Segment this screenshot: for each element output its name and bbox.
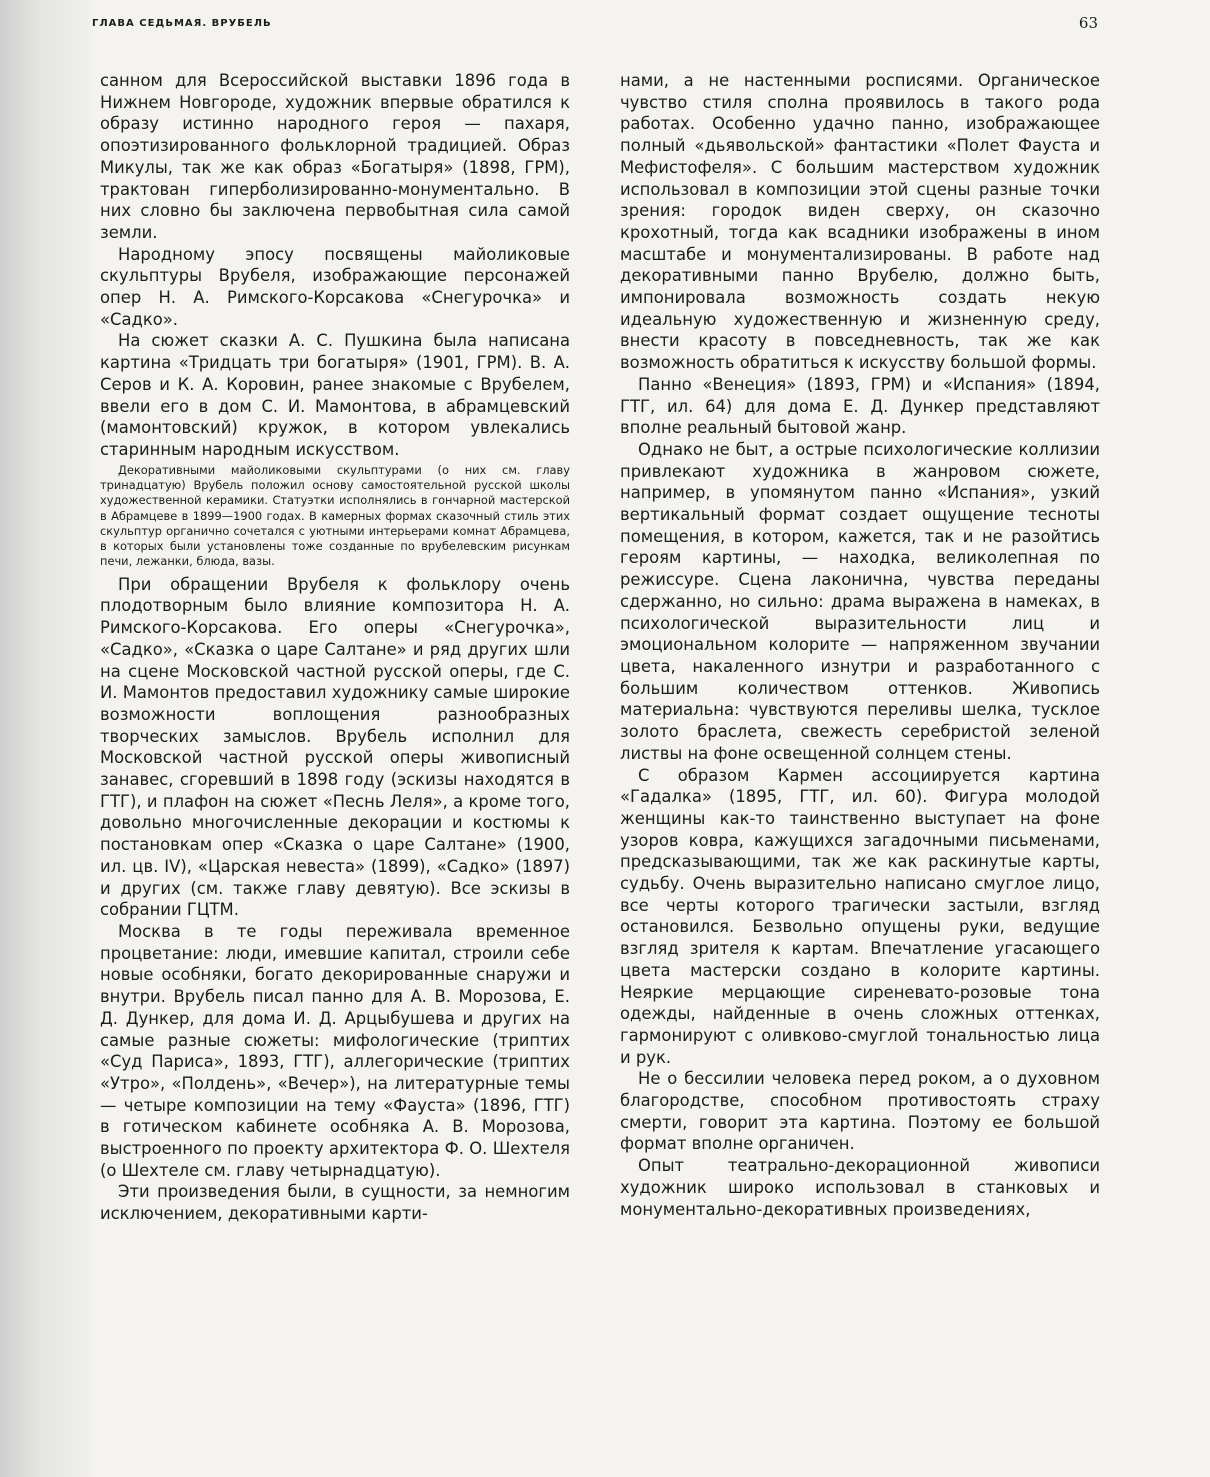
left-column: [100, 70, 570, 1225]
paragraph: Эти произведения были, в сущности, за немногим исключением, декоративными карти-: [100, 1182, 570, 1224]
running-title: ГЛАВА СЕДЬМАЯ. ВРУБЕЛЬ: [92, 18, 272, 29]
right-column: [620, 70, 1100, 1220]
paragraph: Москва в те годы переживала временное процветание: люди, имевшие капитал, строили себе новые особняки, богато декорированные снаружи и внутри. Врубель писал панно для А. В. Морозова, Е. Д. Дункер, для дома И. Д. Арцыбушева и других на самые разные сюжеты: мифологические (триптих «Суд Париса», 1893, ГТГ), аллегорические (триптих «Утро», «Полдень», «Вечер»), на литературные темы — четыре композиции на тему «Фауста» (1896, ГТГ) в готическом кабинете особняка А. В. Морозова, выстроенного по проекту архитектора Ф. О. Шехтеля (о Шехтеле см. главу четырнадцатую).: [100, 921, 570, 1180]
paragraph: Панно «Венеция» (1893, ГРМ) и «Испания» (1894, ГТГ, ил. 64) для дома Е. Д. Дункер представляют вполне реальный бытовой жанр.: [620, 374, 1100, 438]
footnote: Декоративными майоликовыми скульптурами (о них см. главу тринадцатую) Врубель положил основу самостоятельной русской школы художественной керамики. Статуэтки исполнялись в гончарной мастерской в Абрамцеве в 1899—1900 годах. В камерных формах сказочный стиль этих скульптур органично сочетался с уютными интерьерами комнат Абрамцева, в которых были установлены тоже созданные по врубелевским рисункам печи, лежанки, блюда, вазы.: [100, 462, 570, 569]
paragraph: При обращении Врубеля к фольклору очень плодотворным было влияние композитора Н. А. Римского-Корсакова. Его оперы «Снегурочка», «Садко», «Сказка о царе Салтане» и ряд других шли на сцене Московской частной русской оперы, где С. И. Мамонтов предоставил художнику самые широкие возможности воплощения разнообразных творческих замыслов. Врубель исполнил для Московской частной русской оперы живописный занавес, сгоревший в 1898 году (эскизы находятся в ГТГ), и плафон на сюжет «Песнь Леля», а кроме того, довольно многочисленные декорации и костюмы к постановкам опер «Сказка о царе Салтане» (1900, ил. цв. IV), «Царская невеста» (1899), «Садко» (1897) и других (см. также главу девятую). Все эскизы в собрании ГЦТМ.: [100, 574, 570, 920]
paragraph: Народному эпосу посвящены майоликовые скульптуры Врубеля, изображающие персонажей опер Н. А. Римского-Корсакова «Снегурочка» и «Садко».: [100, 244, 570, 329]
paragraph: С образом Кармен ассоциируется картина «Гадалка» (1895, ГТГ, ил. 60). Фигура молодой женщины как-то таинственно выступает на фоне узоров ковра, кажущихся загадочными письменами, предсказывающими, так же как раскинутые карты, судьбу. Очень выразительно написано смуглое лицо, все черты которого трагически застыли, взгляд остановился. Безвольно опущены руки, ведущие взгляд зрителя к картам. Впечатление угасающего цвета мастерски создано в колорите картины. Неяркие мерцающие сиреневато-розовые тона одежды, найденные в очень сложных оттенках, гармонируют с оливково-смуглой тональностью лица и рук.: [620, 765, 1100, 1067]
paragraph: нами, а не настенными росписями. Органическое чувство стиля сполна проявилось в такого рода работах. Особенно удачно панно, изображающее полный «дьявольской» фантастики «Полет Фауста и Мефистофеля». С большим мастерством художник использовал в композиции этой сцены разные точки зрения: городок виден сверху, он сказочно крохотный, тогда как всадники изображены в ином масштабе и монументализированы. В работе над декоративными панно Врубелю, должно быть, импонировала возможность создать некую идеальную художественную и жизненную среду, внести красоту в повседневность, так же как возможность обратиться к искусству большой формы.: [620, 71, 1100, 373]
paragraph: Опыт театрально-декорационной живописи художник широко использовал в станковых и монументально-декоративных произведениях,: [620, 1156, 1100, 1219]
page-number: 63: [1078, 14, 1098, 32]
paragraph: На сюжет сказки А. С. Пушкина была написана картина «Тридцать три богатыря» (1901, ГРМ). В. А. Серов и К. А. Коровин, ранее знакомые с Врубелем, ввели его в дом С. И. Мамонтова, в абрамцевский (мамонтовский) кружок, в котором увлекались старинным народным искусством.: [100, 331, 570, 459]
paragraph: Однако не быт, а острые психологические коллизии привлекают художника в жанровом сюжете, например, в упомянутом панно «Испания», узкий вертикальный формат создает ощущение тесноты помещения, в котором, кажется, так и не разойтись героям картины, — находка, великолепная по режиссуре. Сцена лаконична, чувства переданы сдержанно, но сильно: драма выражена в намеках, в психологической выразительности лиц и эмоциональном колорите — напряженном звучании цвета, накаленного изнутри и разработанного с большим количеством оттенков. Живопись материальна: чувствуются переливы шелка, тусклое золото браслета, свежесть серебристой зеленой листвы на фоне освещенной солнцем стены.: [620, 439, 1100, 763]
paragraph: Не о бессилии человека перед роком, а о духовном благородстве, способном противостоять страху смерти, говорит эта картина. Поэтому ее большой формат вполне органичен.: [620, 1069, 1100, 1154]
paragraph: санном для Всероссийской выставки 1896 года в Нижнем Новгороде, художник впервые обратился к образу истинно народного героя — пахаря, опоэтизированного фольклорной традицией. Образ Микулы, так же как образ «Богатыря» (1898, ГРМ), трактован гиперболизированно-монументально. В них словно бы заключена первобытная сила самой земли.: [100, 71, 570, 242]
book-gutter: [0, 0, 92, 1477]
